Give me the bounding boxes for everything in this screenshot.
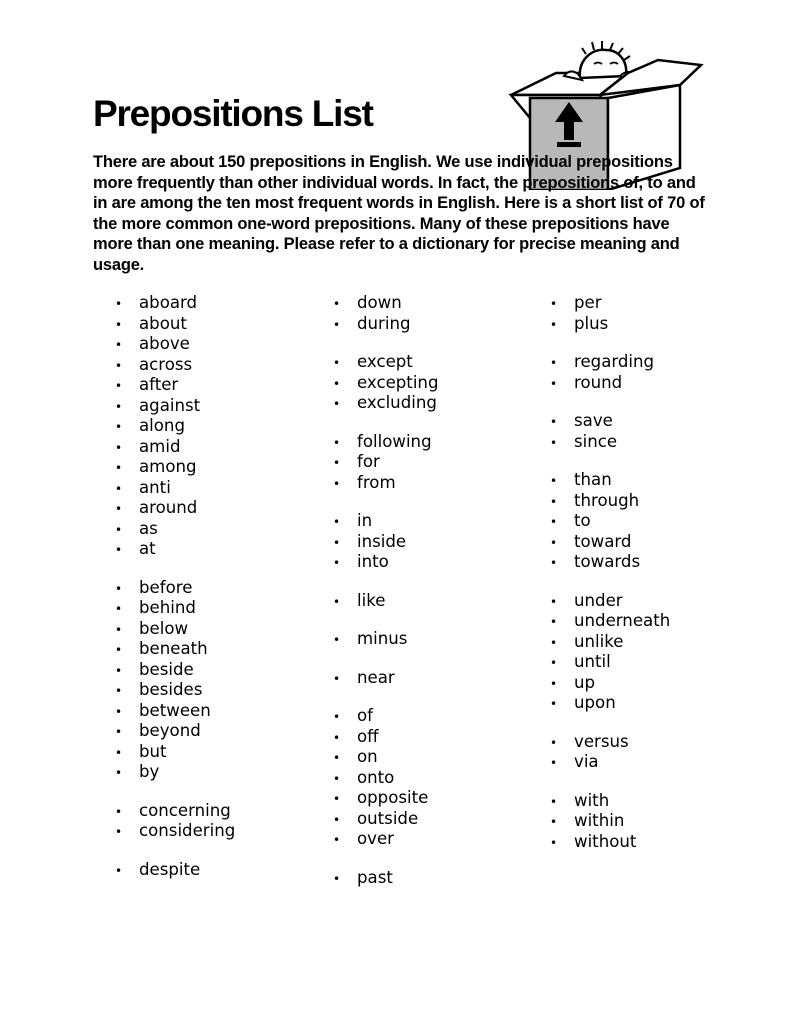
preposition-column-3 (547, 293, 747, 870)
bullet-icon: • (115, 502, 123, 516)
preposition-text: toward (574, 531, 632, 551)
bullet-icon: • (333, 871, 341, 886)
list-item (547, 552, 747, 573)
bullet-icon: • (550, 635, 558, 650)
preposition-text: before (139, 577, 193, 597)
bullet-icon: • (550, 815, 558, 829)
preposition-text: towards (574, 552, 641, 571)
list-item (547, 611, 747, 632)
preposition-text: below (139, 618, 189, 638)
bullet-icon: • (115, 440, 123, 455)
preposition-text: via (574, 752, 599, 771)
list-item (330, 473, 530, 494)
bullet-icon: • (333, 671, 341, 686)
bullet-icon: • (333, 356, 341, 370)
preposition-text: into (357, 552, 389, 571)
preposition-text: beyond (139, 721, 201, 740)
bullet-icon: • (550, 556, 558, 570)
bullet-icon: • (115, 804, 123, 819)
list-item (112, 742, 312, 763)
bullet-icon: • (115, 622, 123, 637)
preposition-text: save (574, 411, 613, 430)
preposition-text: following (357, 431, 432, 451)
preposition-text: at (139, 539, 156, 558)
bullet-icon: • (550, 656, 558, 670)
preposition-text: but (139, 741, 167, 761)
preposition-text: behind (139, 598, 196, 617)
bullet-icon: • (550, 474, 558, 488)
bullet-icon: • (550, 697, 558, 711)
list-item (547, 632, 747, 653)
preposition-text: outside (357, 808, 419, 828)
list-item (547, 652, 747, 673)
preposition-text: between (139, 700, 211, 720)
bullet-icon: • (333, 633, 341, 647)
bullet-icon: • (550, 515, 558, 529)
bullet-icon: • (333, 792, 341, 806)
preposition-group (330, 706, 530, 850)
list-item (547, 532, 747, 553)
preposition-text: versus (574, 731, 629, 751)
list-item (112, 639, 312, 660)
preposition-text: concerning (139, 800, 231, 820)
list-item (330, 747, 530, 768)
bullet-icon: • (115, 745, 123, 760)
list-item (112, 721, 312, 742)
preposition-text: up (574, 672, 596, 692)
preposition-column-2 (330, 293, 530, 906)
preposition-text: amid (139, 436, 181, 456)
bullet-icon: • (115, 825, 123, 839)
preposition-text: in (357, 511, 373, 530)
preposition-text: since (574, 431, 618, 451)
preposition-text: as (139, 518, 158, 538)
bullet-icon: • (550, 317, 558, 332)
preposition-group (330, 591, 530, 612)
list-item (547, 811, 747, 832)
preposition-text: from (357, 472, 396, 492)
preposition-text: by (139, 762, 160, 781)
bullet-icon: • (115, 684, 123, 698)
bullet-icon: • (550, 594, 558, 609)
list-item (112, 619, 312, 640)
preposition-text: past (357, 867, 393, 887)
list-item (547, 373, 747, 394)
preposition-text: unlike (574, 631, 624, 651)
preposition-group (330, 352, 530, 414)
preposition-text: plus (574, 313, 609, 333)
list-item (547, 314, 747, 335)
preposition-group (547, 791, 747, 853)
preposition-text: excepting (357, 372, 439, 392)
bullet-icon: • (550, 297, 558, 311)
preposition-text: within (574, 811, 625, 830)
list-item (112, 762, 312, 783)
preposition-text: onto (357, 767, 395, 787)
bullet-icon: • (333, 435, 341, 450)
preposition-text: on (357, 747, 378, 766)
list-item (547, 511, 747, 532)
preposition-text: regarding (574, 352, 655, 371)
bullet-icon: • (333, 515, 341, 529)
bullet-icon: • (115, 581, 123, 596)
preposition-group (547, 470, 747, 573)
bullet-icon: • (115, 643, 123, 657)
bullet-icon: • (550, 794, 558, 809)
preposition-text: about (139, 313, 187, 333)
list-item (547, 491, 747, 512)
preposition-text: except (357, 352, 413, 371)
list-item (112, 701, 312, 722)
preposition-text: near (357, 667, 395, 687)
list-item (547, 693, 747, 714)
bullet-icon: • (550, 735, 558, 750)
list-item (112, 598, 312, 619)
list-item (112, 416, 312, 437)
preposition-text: against (139, 395, 201, 415)
preposition-text: beside (139, 659, 194, 679)
bullet-icon: • (115, 317, 123, 332)
preposition-text: upon (574, 693, 616, 712)
bullet-icon: • (115, 338, 123, 352)
preposition-group (547, 591, 747, 714)
bullet-icon: • (550, 835, 558, 850)
list-item (112, 519, 312, 540)
bullet-icon: • (550, 756, 558, 770)
preposition-text: around (139, 498, 198, 517)
preposition-text: without (574, 831, 637, 851)
preposition-text: inside (357, 531, 407, 551)
list-item (330, 868, 530, 889)
preposition-group (330, 868, 530, 889)
bullet-icon: • (333, 710, 341, 724)
list-item (547, 673, 747, 694)
list-item (112, 860, 312, 881)
list-item (547, 432, 747, 453)
preposition-text: along (139, 416, 185, 435)
bullet-icon: • (333, 556, 341, 570)
preposition-text: off (357, 726, 379, 746)
preposition-text: minus (357, 629, 408, 648)
bullet-icon: • (115, 399, 123, 414)
preposition-text: down (357, 293, 402, 312)
list-item (112, 680, 312, 701)
list-item (330, 629, 530, 650)
bullet-icon: • (115, 461, 123, 475)
list-item (330, 293, 530, 314)
bullet-icon: • (115, 379, 123, 393)
bullet-icon: • (550, 356, 558, 370)
bullet-icon: • (115, 481, 123, 496)
bullet-icon: • (550, 415, 558, 429)
list-item (112, 355, 312, 376)
preposition-text: like (357, 590, 386, 610)
preposition-text: beneath (139, 639, 208, 658)
preposition-text: through (574, 490, 640, 510)
preposition-group (547, 352, 747, 393)
preposition-text: than (574, 470, 612, 489)
list-item (547, 411, 747, 432)
preposition-text: until (574, 652, 611, 671)
list-item (112, 396, 312, 417)
list-item (112, 821, 312, 842)
list-item (330, 352, 530, 373)
list-item (112, 334, 312, 355)
preposition-text: of (357, 706, 373, 725)
list-item (112, 437, 312, 458)
page-title: Prepositions List (93, 93, 373, 134)
bullet-icon: • (550, 535, 558, 550)
preposition-column-1 (112, 293, 312, 898)
preposition-text: despite (139, 859, 201, 879)
list-item (112, 498, 312, 519)
bullet-icon: • (115, 663, 123, 678)
bullet-icon: • (115, 522, 123, 537)
preposition-group (330, 668, 530, 689)
list-item (547, 352, 747, 373)
bullet-icon: • (115, 863, 123, 878)
preposition-text: aboard (139, 293, 198, 312)
list-item (330, 768, 530, 789)
preposition-group (547, 732, 747, 773)
bullet-icon: • (333, 456, 341, 470)
preposition-text: opposite (357, 788, 429, 807)
preposition-group (330, 629, 530, 650)
bullet-icon: • (333, 476, 341, 491)
list-item (330, 552, 530, 573)
preposition-text: anti (139, 477, 171, 497)
bullet-icon: • (115, 420, 123, 434)
preposition-text: above (139, 334, 190, 353)
preposition-group (330, 293, 530, 334)
bullet-icon: • (333, 833, 341, 847)
preposition-group (330, 511, 530, 573)
list-item (112, 660, 312, 681)
bullet-icon: • (333, 751, 341, 765)
preposition-text: under (574, 590, 623, 610)
preposition-text: for (357, 452, 380, 471)
list-item (330, 314, 530, 335)
list-item (112, 375, 312, 396)
preposition-text: over (357, 829, 395, 848)
list-item (112, 801, 312, 822)
preposition-text: excluding (357, 393, 437, 412)
bullet-icon: • (333, 730, 341, 745)
bullet-icon: • (115, 704, 123, 719)
intro-paragraph: There are about 150 prepositions in English. We use individual prepositions more frequently than other individual words. In fact, the prepositions of, to and in are among the ten most frequent words in English. Here is a short list of 70 of the more common one-word prepositions. Many of these prepositions have more than one meaning. Please refer to a dictionary for precise meaning and usage. (93, 153, 705, 274)
bullet-icon: • (333, 535, 341, 550)
preposition-group (112, 801, 312, 842)
list-item (547, 752, 747, 773)
list-item (547, 293, 747, 314)
bullet-icon: • (115, 297, 123, 311)
preposition-group (112, 578, 312, 783)
bullet-icon: • (115, 766, 123, 780)
bullet-icon: • (333, 594, 341, 609)
bullet-icon: • (115, 543, 123, 557)
preposition-text: after (139, 375, 179, 394)
list-item (547, 591, 747, 612)
bullet-icon: • (550, 676, 558, 691)
bullet-icon: • (333, 397, 341, 411)
list-item (112, 293, 312, 314)
list-item (330, 373, 530, 394)
bullet-icon: • (550, 615, 558, 629)
preposition-group (547, 411, 747, 452)
list-item (112, 314, 312, 335)
list-item (330, 511, 530, 532)
list-item (547, 832, 747, 853)
preposition-group (112, 293, 312, 560)
bullet-icon: • (115, 358, 123, 373)
list-item (112, 578, 312, 599)
preposition-group (330, 432, 530, 494)
preposition-group (112, 860, 312, 881)
list-item (330, 668, 530, 689)
list-item (547, 791, 747, 812)
bullet-icon: • (333, 376, 341, 391)
list-item (547, 470, 747, 491)
preposition-text: to (574, 511, 591, 530)
bullet-icon: • (550, 494, 558, 509)
list-item (330, 432, 530, 453)
bullet-icon: • (115, 725, 123, 739)
preposition-text: besides (139, 680, 203, 699)
bullet-icon: • (333, 812, 341, 827)
bullet-icon: • (550, 376, 558, 391)
preposition-group (547, 293, 747, 334)
preposition-text: with (574, 790, 610, 810)
preposition-text: during (357, 313, 411, 333)
list-item (330, 788, 530, 809)
list-item (112, 539, 312, 560)
preposition-text: per (574, 293, 602, 312)
list-item (330, 727, 530, 748)
preposition-text: considering (139, 821, 236, 840)
preposition-text: across (139, 354, 193, 374)
bullet-icon: • (333, 297, 341, 311)
bullet-icon: • (333, 771, 341, 786)
list-item (330, 393, 530, 414)
list-item (112, 457, 312, 478)
preposition-text: underneath (574, 611, 671, 630)
list-item (330, 532, 530, 553)
bullet-icon: • (550, 435, 558, 450)
list-item (547, 732, 747, 753)
bullet-icon: • (333, 317, 341, 332)
list-item (330, 452, 530, 473)
list-item (330, 591, 530, 612)
list-item (112, 478, 312, 499)
preposition-text: among (139, 457, 197, 476)
bullet-icon: • (115, 602, 123, 616)
preposition-text: round (574, 372, 623, 392)
list-item (330, 706, 530, 727)
list-item (330, 829, 530, 850)
list-item (330, 809, 530, 830)
